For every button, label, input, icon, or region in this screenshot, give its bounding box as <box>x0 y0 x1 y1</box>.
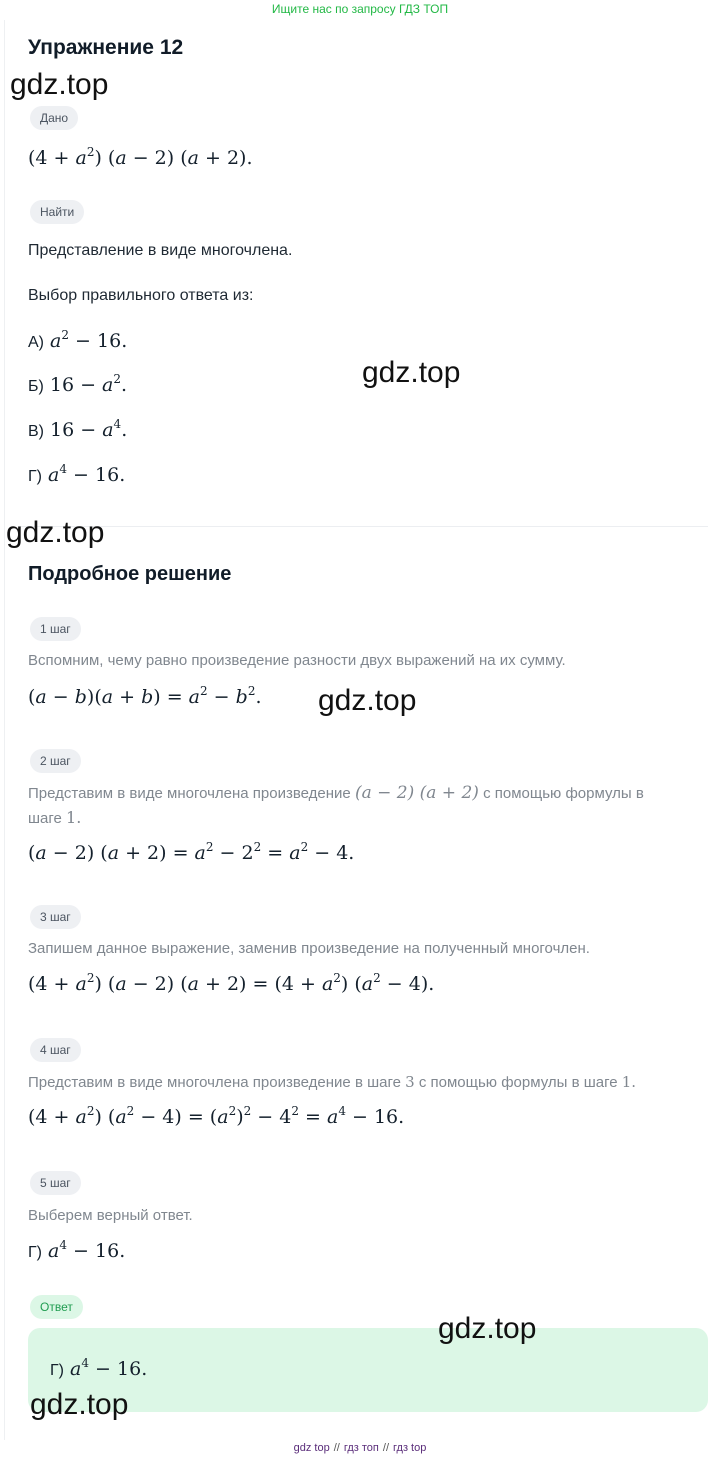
footer-link[interactable]: гдз top <box>393 1442 427 1454</box>
find-text: Представление в виде многочлена. <box>28 242 293 259</box>
footer-separator: // <box>382 1442 390 1454</box>
answer-box <box>28 1328 708 1412</box>
step-3-formula: $(4 + a^2)$ (a − 2) $(a + 2) = (4 + a^2)$ $(a^2 - 4)$. <box>28 971 435 995</box>
step-4-formula: $(4 + a^2)$ $(a^2 - 4) = (a^2)^2 - 4^2 = a^4 - 16$. <box>28 1104 405 1128</box>
step-5-answer: Г) $a^4 - 16$. <box>28 1238 126 1262</box>
given-expression: $(4 + a^2)$ (a − 2) (a + 2). <box>28 145 253 169</box>
option-d: Г) $a^4 - 16$. <box>28 462 126 486</box>
step-1-text: Вспомним, чему равно произведение разности двух выражений на их сумму. <box>28 652 566 669</box>
step-3-text: Запишем данное выражение, заменив произведение на полученный многочлен. <box>28 940 590 957</box>
watermark: gdz.top <box>362 356 461 389</box>
option-a: А) $a^2 - 16$. <box>28 328 128 352</box>
choice-prompt: Выбор правильного ответа из: <box>28 287 254 304</box>
footer-link[interactable]: gdz top <box>293 1442 330 1454</box>
option-a-label: А) <box>28 334 44 351</box>
step-5-pill: 5 шаг <box>30 1171 81 1195</box>
step-4-pill: 4 шаг <box>30 1038 81 1062</box>
given-pill: Дано <box>30 106 78 130</box>
step-3-pill: 3 шаг <box>30 905 81 929</box>
find-pill: Найти <box>30 200 84 224</box>
option-d-label: Г) <box>28 468 42 485</box>
watermark: gdz.top <box>6 516 105 549</box>
option-c: В) $16 - a^4$. <box>28 417 128 441</box>
step-1-formula: $(a - b)(a + b) = a^2 - b^2$. <box>28 684 262 708</box>
step-1-pill: 1 шаг <box>30 617 81 641</box>
watermark: gdz.top <box>318 684 417 717</box>
step-2-pill: 2 шаг <box>30 749 81 773</box>
section-divider <box>18 526 708 527</box>
step-2-formula: (a − 2) $(a + 2) = a^2 - 2^2 = a^2 - 4$. <box>28 840 355 864</box>
exercise-title: Упражнение 12 <box>28 36 184 59</box>
footer-links <box>0 1442 720 1454</box>
answer-expression: Г) $a^4 - 16$. <box>50 1356 148 1380</box>
option-b-label: Б) <box>28 378 44 395</box>
step-5-text: Выберем верный ответ. <box>28 1207 193 1224</box>
watermark: gdz.top <box>30 1388 129 1421</box>
top-banner[interactable]: Ищите нас по запросу ГДЗ ТОП <box>271 2 449 16</box>
step-4-text: Представим в виде многочлена произведение в шаге 3 с помощью формулы в шаге 1. <box>28 1073 637 1091</box>
option-b: Б) $16 - a^2$. <box>28 372 128 396</box>
answer-pill: Ответ <box>30 1295 83 1319</box>
step-5-answer-label: Г) <box>28 1244 42 1261</box>
solution-title: Подробное решение <box>28 563 232 585</box>
option-c-label: В) <box>28 423 44 440</box>
step-2-text: Представим в виде многочлена произведение (a − 2) (a + 2) с помощью формулы в шаге 1. <box>28 783 644 827</box>
footer-separator: // <box>333 1442 340 1454</box>
footer-link[interactable]: гдз топ <box>343 1442 379 1454</box>
answer-option-label: Г) <box>50 1362 64 1379</box>
watermark: gdz.top <box>438 1312 537 1345</box>
watermark: gdz.top <box>10 68 109 101</box>
